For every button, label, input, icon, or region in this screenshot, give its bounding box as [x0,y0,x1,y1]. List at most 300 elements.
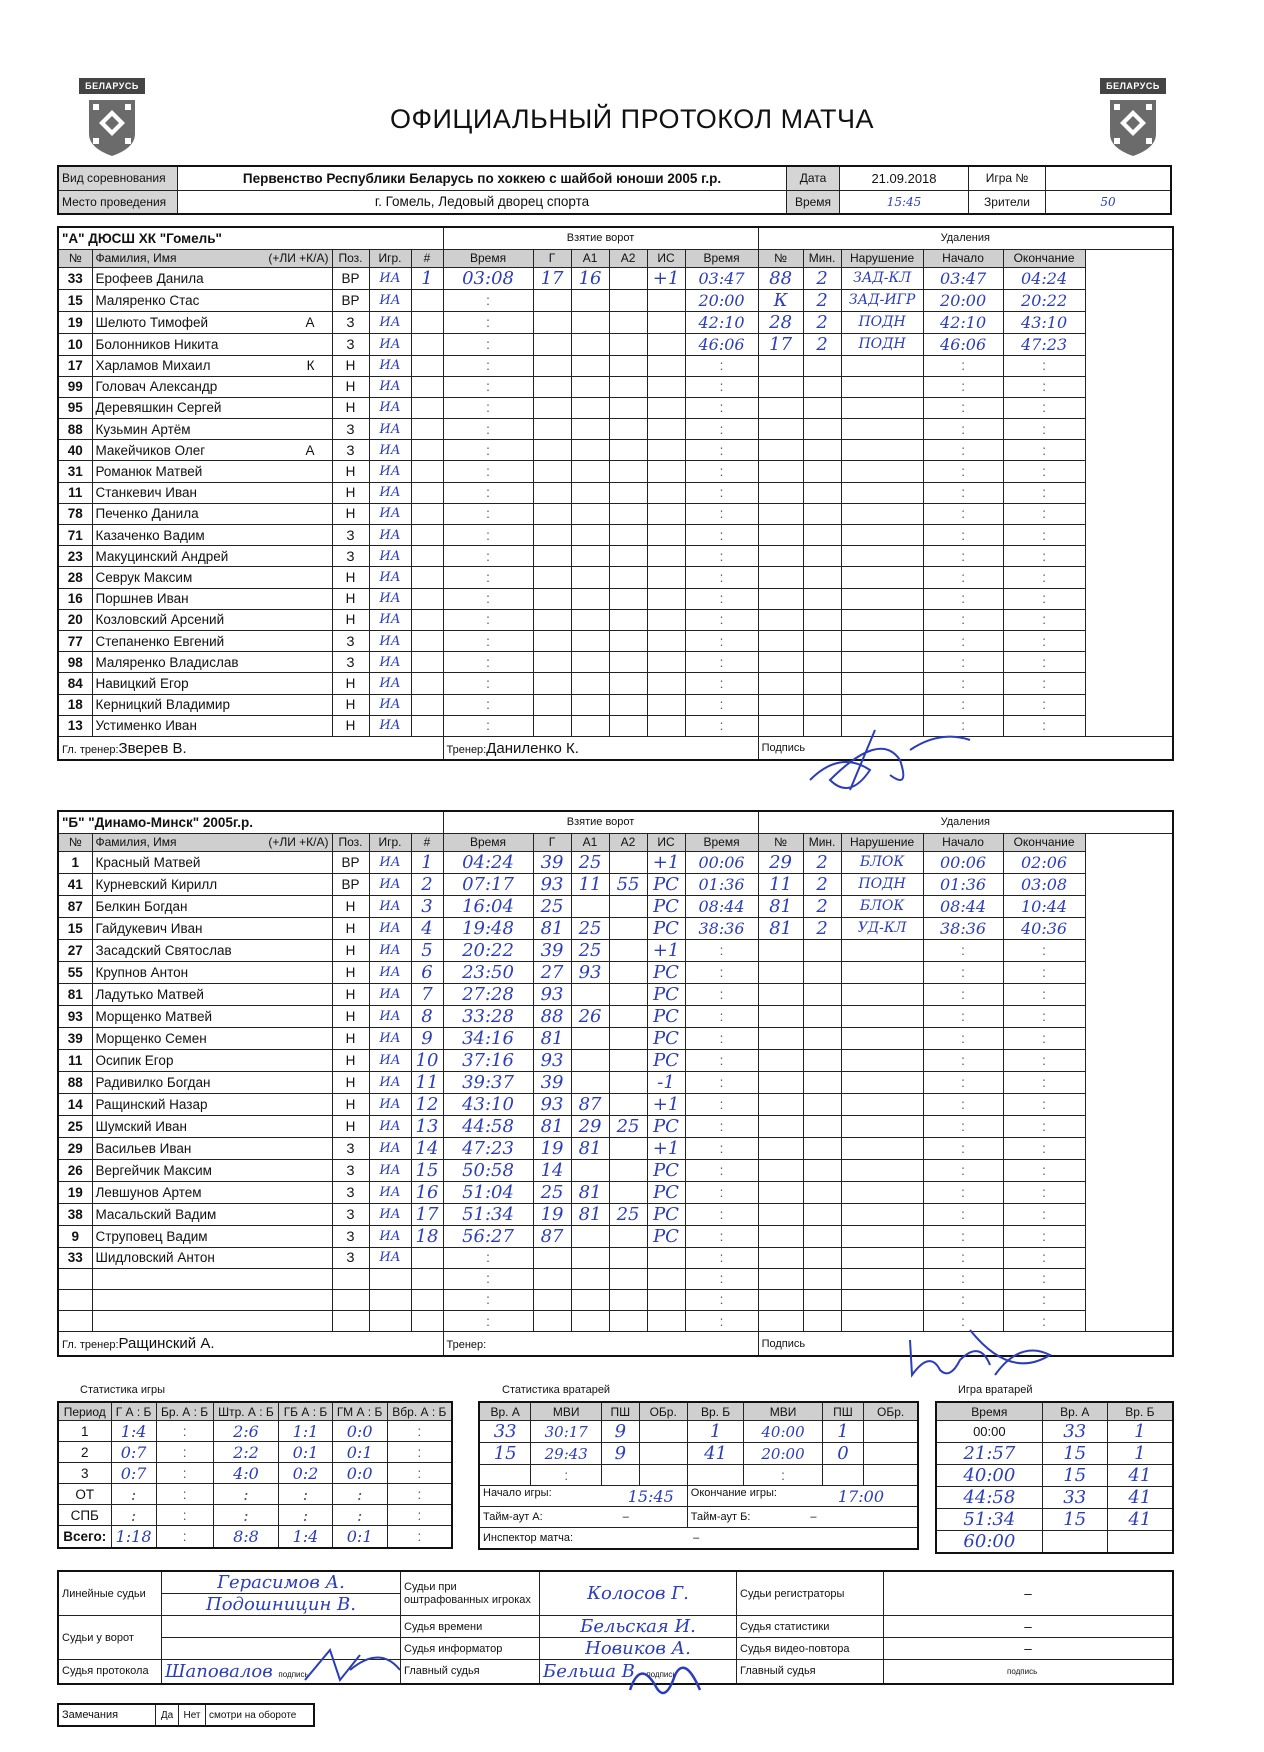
col-pen-inf: Нарушение [841,249,923,267]
goal-is: РС [647,961,685,983]
player-number: 23 [58,546,92,567]
player-position: З [332,630,369,651]
goal-a1: 25 [571,851,609,873]
goal-num: 11 [411,1071,443,1093]
goal-is: -1 [647,1071,685,1093]
goalie-a-mvi: 30:17 [531,1421,602,1443]
player-name: Деревяшкин Сергей [92,397,332,418]
signature-scribble [900,1320,1070,1390]
goalie-a-mvi: 29:43 [531,1443,602,1465]
goal-num: 5 [411,939,443,961]
pen-end: 47:23 [1003,333,1085,355]
remarks-label: Замечания [58,1704,156,1726]
table-row: 15 Маляренко Стас ВР ИА : 20:00 К 2 ЗАД-ИГР 20:00 20:22 [58,289,1173,311]
spectators-label: Зрители [969,190,1046,214]
team-a-trainer: Тренер:Даниленко К. [443,736,758,760]
goalie-a: 15 [1042,1465,1107,1487]
player-played: ИА [369,397,411,418]
table-row: 23 Макуцинский Андрей З ИА : : : : [58,546,1173,567]
player-played: ИА [369,851,411,873]
player-played: ИА [369,333,411,355]
goal-a2: 25 [609,1203,647,1225]
table-row: 33 Шидловский Антон З ИА : : : : [58,1247,1173,1268]
team-a-table [57,226,1174,761]
penalty-box-value: Колосов Г. [540,1571,737,1616]
player-played: ИА [369,311,411,333]
player-position [332,1289,369,1310]
goal-a1 [571,1225,609,1247]
table-row: 55 Крупнов Антон Н ИА 6 23:50 27 93 РС : : : [58,961,1173,983]
goalie-b: 1 [1107,1421,1173,1443]
goal-time: 27:28 [443,983,533,1005]
player-position: Н [332,503,369,524]
player-number: 95 [58,397,92,418]
goal-a1 [571,983,609,1005]
player-played: ИА [369,1115,411,1137]
stats-label: Судья статистики [737,1616,884,1638]
goalie-b: 41 [1107,1487,1173,1509]
goal-scorer: 87 [533,1225,571,1247]
col-goal-num: # [411,833,443,851]
player-number: 9 [58,1225,92,1247]
col-pen-start: Начало [923,833,1003,851]
goal-a2 [609,1027,647,1049]
player-name: Кузьмин Артём [92,419,332,440]
pen-num: 81 [758,917,803,939]
player-name: Маляренко Стас [92,289,332,311]
goalie-a: 33 [1042,1421,1107,1443]
goal-time: 19:48 [443,917,533,939]
goal-a2 [609,961,647,983]
goal-is: РС [647,1115,685,1137]
player-number: 17 [58,355,92,376]
player-name: Навицкий Егор [92,673,332,694]
goal-time: 23:50 [443,961,533,983]
goal-is: РС [647,983,685,1005]
remarks-yes[interactable]: Да [156,1704,179,1726]
player-position: Н [332,917,369,939]
linesman-1: Герасимов А. [162,1571,401,1594]
goal-a1 [571,895,609,917]
player-played: ИА [369,1093,411,1115]
pen-min: 2 [803,267,841,289]
table-row: 18 Керницкий Владимир Н ИА : : : : [58,694,1173,715]
game-value [1046,166,1172,190]
goal-a1: 29 [571,1115,609,1137]
goal-num: 15 [411,1159,443,1181]
player-played: ИА [369,895,411,917]
goal-num: 14 [411,1137,443,1159]
period: 3 [58,1463,111,1484]
team-b-name: "Б" "Динамо-Минск" 2005г.р. [58,811,443,833]
player-name: Шидловский Антон [92,1247,332,1268]
pen-start: 42:10 [923,311,1003,333]
pen-min: 2 [803,311,841,333]
signature-scribble [300,1640,410,1690]
player-played: ИА [369,694,411,715]
pen-time: 38:36 [685,917,758,939]
player-played: ИА [369,630,411,651]
penalty-min: 2:6 [213,1421,279,1442]
player-played: ИА [369,939,411,961]
table-row: 99 Головач Александр Н ИА : : : : [58,376,1173,397]
period: ОТ [58,1484,111,1505]
goal-num: 12 [411,1093,443,1115]
col-name: Фамилия, Имя (+ЛИ +К/А) [92,249,332,267]
player-played: ИА [369,1049,411,1071]
pen-min: 2 [803,873,841,895]
table-row: 9 Струповец Вадим З ИА 18 56:27 87 РС : : : [58,1225,1173,1247]
player-name: Печенко Данила [92,503,332,524]
col-pos: Поз. [332,833,369,851]
goalie-game-header: Время [936,1402,1042,1421]
game-stats-header: Штр. А : Б [213,1402,279,1421]
player-played: ИА [369,1137,411,1159]
goal-a2 [609,1049,647,1071]
remarks-table [57,1703,315,1727]
pen-num: К [758,289,803,311]
goal-is: РС [647,1181,685,1203]
goal-is: +1 [647,939,685,961]
table-row [936,1509,1173,1531]
informer-label: Судья информатор [401,1638,540,1660]
pen-start: 00:06 [923,851,1003,873]
player-position [332,1268,369,1289]
goal-a1: 26 [571,1005,609,1027]
table-row: 28 Севрук Максим Н ИА : : : : [58,567,1173,588]
signature-scribble [620,1650,710,1705]
goal-time: 51:34 [443,1203,533,1225]
player-number: 27 [58,939,92,961]
player-position: Н [332,1027,369,1049]
time-value: 15:45 [840,190,969,214]
player-number [58,1311,92,1332]
player-number: 28 [58,567,92,588]
table-row [58,895,1173,917]
pen-time: 46:06 [685,333,758,355]
goal-time: 51:04 [443,1181,533,1203]
player-position: Н [332,461,369,482]
player-played: ИА [369,289,411,311]
goal-a2: 25 [609,1115,647,1137]
player-position: Н [332,1093,369,1115]
player-number: 15 [58,289,92,311]
pen-time: 00:06 [685,851,758,873]
goals-score: 1:4 [111,1421,156,1442]
player-number: 25 [58,1115,92,1137]
player-played: ИА [369,715,411,736]
player-position: Н [332,1005,369,1027]
player-played: ИА [369,652,411,673]
col-num: № [58,249,92,267]
player-name: Устименко Иван [92,715,332,736]
goal-a2 [609,939,647,961]
col-pen-inf: Нарушение [841,833,923,851]
table-row: 88 Кузьмин Артём З ИА : : : : [58,419,1173,440]
player-position: Н [332,567,369,588]
col-pen-num: № [758,833,803,851]
player-number: 11 [58,482,92,503]
goalie-a: 15 [1042,1443,1107,1465]
registrars-value: – [884,1571,1174,1616]
player-played: ИА [369,917,411,939]
player-name: Поршнев Иван [92,588,332,609]
table-row [479,1443,918,1465]
player-played: ИА [369,983,411,1005]
player-name: Маляренко Владислав [92,652,332,673]
logo-tag: БЕЛАРУСЬ [79,78,145,94]
player-position: Н [332,376,369,397]
period: 1 [58,1421,111,1442]
table-row: 3 0:7 : 4:0 0:2 0:0 : [58,1463,452,1484]
col-played: Игр. [369,833,411,851]
player-name: Ращинский Назар [92,1093,332,1115]
table-row [58,851,1173,873]
player-name: Засадский Святослав [92,939,332,961]
change-time: 40:00 [936,1465,1042,1487]
player-number: 77 [58,630,92,651]
goalie-stats-header: МВИ [744,1402,822,1421]
player-played: ИА [369,461,411,482]
total-label: Всего: [58,1526,111,1548]
team-b-table [57,810,1174,1357]
goalie-stats-table: Вр. А МВИ ПШ ОБр. Вр. Б МВИ ПШ ОБр. 33 30:17 9 1 40:00 1 15 29:43 9 41 20:00 0 : : Начало игры: 15:45 Окончание игры: 17:00 Тайм-аут А: – Тайм-аут Б: – Инспектор матча: – [478,1401,919,1550]
change-time: 51:34 [936,1509,1042,1531]
goalie-a [1042,1531,1107,1554]
chief-sign-label: подпись [1007,1666,1038,1676]
goal-a2 [609,983,647,1005]
player-position: З [332,333,369,355]
goalie-game-header: Вр. Б [1107,1402,1173,1421]
player-number: 38 [58,1203,92,1225]
player-name: Харламов Михаил К [92,355,332,376]
remarks-no[interactable]: Нет [179,1704,206,1726]
player-name: Струповец Вадим [92,1225,332,1247]
goalie-stats-header: ПШ [602,1402,639,1421]
video-value: – [884,1638,1174,1660]
player-name: Морщенко Матвей [92,1005,332,1027]
goal-num: 16 [411,1181,443,1203]
goal-judge-1 [162,1616,401,1638]
referee-name: Бельша В. [543,1660,641,1682]
player-position: З [332,1203,369,1225]
goalie-game-table [935,1401,1174,1554]
table-row: 81 Ладутько Матвей Н ИА 7 27:28 93 РС : : : [58,983,1173,1005]
col-num: № [58,833,92,851]
pen-end: 40:36 [1003,917,1085,939]
player-played: ИА [369,961,411,983]
table-row: : : : : [58,1268,1173,1289]
goal-a2 [609,1071,647,1093]
goal-a1 [571,1159,609,1181]
goal-scorer: 25 [533,1181,571,1203]
col-pen-end: Окончание [1003,833,1085,851]
goalie-b: 1 [687,1421,744,1443]
player-number: 1 [58,851,92,873]
goal-is: +1 [647,1093,685,1115]
table-row: 31 Романюк Матвей Н ИА : : : : [58,461,1173,482]
table-row: СПБ : : : : : : [58,1505,452,1526]
goal-time: 43:10 [443,1093,533,1115]
goal-is: +1 [647,1137,685,1159]
goal-scorer: 88 [533,1005,571,1027]
player-played: ИА [369,1027,411,1049]
registrars-label: Судьи регистраторы [737,1571,884,1616]
player-name: Шелюто Тимофей А [92,311,332,333]
goalie-a: 33 [479,1421,531,1443]
goalie-b: 1 [1107,1443,1173,1465]
col-pen-time: Время [685,249,758,267]
goal-scorer: 81 [533,1115,571,1137]
goal-time: 03:08 [443,267,533,289]
player-played: ИА [369,1225,411,1247]
player-name: Ладутько Матвей [92,983,332,1005]
goal-scorer: 17 [533,267,571,289]
player-name: Вергейчик Максим [92,1159,332,1181]
timeout-b: Тайм-аут Б: – [687,1507,918,1528]
goal-time: 04:24 [443,851,533,873]
penalty-min: 4:0 [213,1463,279,1484]
player-position: З [332,652,369,673]
goalie-b: 41 [687,1443,744,1465]
goal-scorer: 19 [533,1137,571,1159]
player-name: Красный Матвей [92,851,332,873]
goal-num: 2 [411,873,443,895]
player-position: З [332,1181,369,1203]
goal-scorer: 27 [533,961,571,983]
goal-num: 1 [411,851,443,873]
table-row: 84 Навицкий Егор Н ИА : : : : [58,673,1173,694]
player-played: ИА [369,440,411,461]
goal-num: 8 [411,1005,443,1027]
table-row: 95 Деревяшкин Сергей Н ИА : : : : [58,397,1173,418]
player-name: Белкин Богдан [92,895,332,917]
game-stats-header: Период [58,1402,111,1421]
player-position: Н [332,588,369,609]
player-played: ИА [369,567,411,588]
goal-time: 20:22 [443,939,533,961]
table-row: 40 Макейчиков Олег А З ИА : : : : [58,440,1173,461]
player-number: 88 [58,419,92,440]
table-row [58,917,1173,939]
inspector: Инспектор матча: – [479,1528,918,1550]
player-played: ИА [369,1005,411,1027]
game-label: Игра № [969,166,1046,190]
goal-time: 07:17 [443,873,533,895]
chief-label: Главный судья [737,1660,884,1684]
goal-num: 3 [411,895,443,917]
goal-a1: 16 [571,267,609,289]
pen-num: 29 [758,851,803,873]
pen-infraction: БЛОК [841,895,923,917]
goal-num: 13 [411,1115,443,1137]
col-pen-time: Время [685,833,758,851]
timekeeper-label: Судья времени [401,1616,540,1638]
pen-start: 46:06 [923,333,1003,355]
sh-goals: : [332,1505,387,1526]
player-name: Болонников Никита [92,333,332,355]
page-title: ОФИЦИАЛЬНЫЙ ПРОТОКОЛ МАТЧА [390,104,874,134]
goal-time: 56:27 [443,1225,533,1247]
pen-time: 08:44 [685,895,758,917]
goal-time: 44:58 [443,1115,533,1137]
goal-is: РС [647,1203,685,1225]
goalie-stats-header: МВИ [531,1402,602,1421]
penalties-header: Удаления [758,227,1173,249]
player-name: Осипик Егор [92,1049,332,1071]
pp-goals: 0:2 [279,1463,332,1484]
player-name: Ерофеев Данила [92,267,332,289]
goal-time: 33:28 [443,1005,533,1027]
goal-a2: 55 [609,873,647,895]
player-name: Романюк Матвей [92,461,332,482]
col-played: Игр. [369,249,411,267]
time-label: Время [787,190,840,214]
player-number: 88 [58,1071,92,1093]
player-number: 98 [58,652,92,673]
table-row [58,267,1173,289]
pen-end: 04:24 [1003,267,1085,289]
col-goal-time: Время [443,249,533,267]
match-header [57,165,1172,215]
table-row [936,1487,1173,1509]
goals-score: 0:7 [111,1463,156,1484]
goalie-stats-header: Вр. Б [687,1402,744,1421]
player-position: Н [332,397,369,418]
change-time: 00:00 [936,1421,1042,1443]
penalty-min: 2:2 [213,1442,279,1463]
change-time: 44:58 [936,1487,1042,1509]
signature-scribble [780,720,980,800]
referee-label: Главный судья [401,1660,540,1684]
player-played: ИА [369,525,411,546]
player-position: Н [332,355,369,376]
team-a-signature: Подпись [758,736,1173,760]
player-number: 20 [58,609,92,630]
goal-num: 10 [411,1049,443,1071]
table-row: 2 0:7 : 2:2 0:1 0:1 : [58,1442,452,1463]
competition-label: Вид соревнования [58,166,178,190]
player-position: Н [332,673,369,694]
pen-min: 2 [803,333,841,355]
goal-num: 1 [411,267,443,289]
goal-a1 [571,1071,609,1093]
goal-a2 [609,917,647,939]
logo-tag: БЕЛАРУСЬ [1100,78,1166,94]
table-row: 19 Шелюто Тимофей А З ИА : 42:10 28 2 ПОДН 42:10 43:10 [58,311,1173,333]
col-goal-a2: А2 [609,833,647,851]
player-position: Н [332,1049,369,1071]
goalie-a: 33 [1042,1487,1107,1509]
goal-is: РС [647,1225,685,1247]
table-row: 16 Поршнев Иван Н ИА : : : : [58,588,1173,609]
player-number: 40 [58,440,92,461]
col-goal-a2: А2 [609,249,647,267]
pen-min: 2 [803,289,841,311]
goal-is: РС [647,1005,685,1027]
table-row: 25 Шумский Иван Н ИА 13 44:58 81 29 25 РС : : : [58,1115,1173,1137]
player-number: 18 [58,694,92,715]
player-position: ВР [332,873,369,895]
player-played: ИА [369,1181,411,1203]
player-position: Н [332,482,369,503]
table-row [936,1443,1173,1465]
goal-is: РС [647,895,685,917]
player-played: ИА [369,609,411,630]
pen-end: 02:06 [1003,851,1085,873]
goal-a2 [609,1005,647,1027]
pen-num: 17 [758,333,803,355]
